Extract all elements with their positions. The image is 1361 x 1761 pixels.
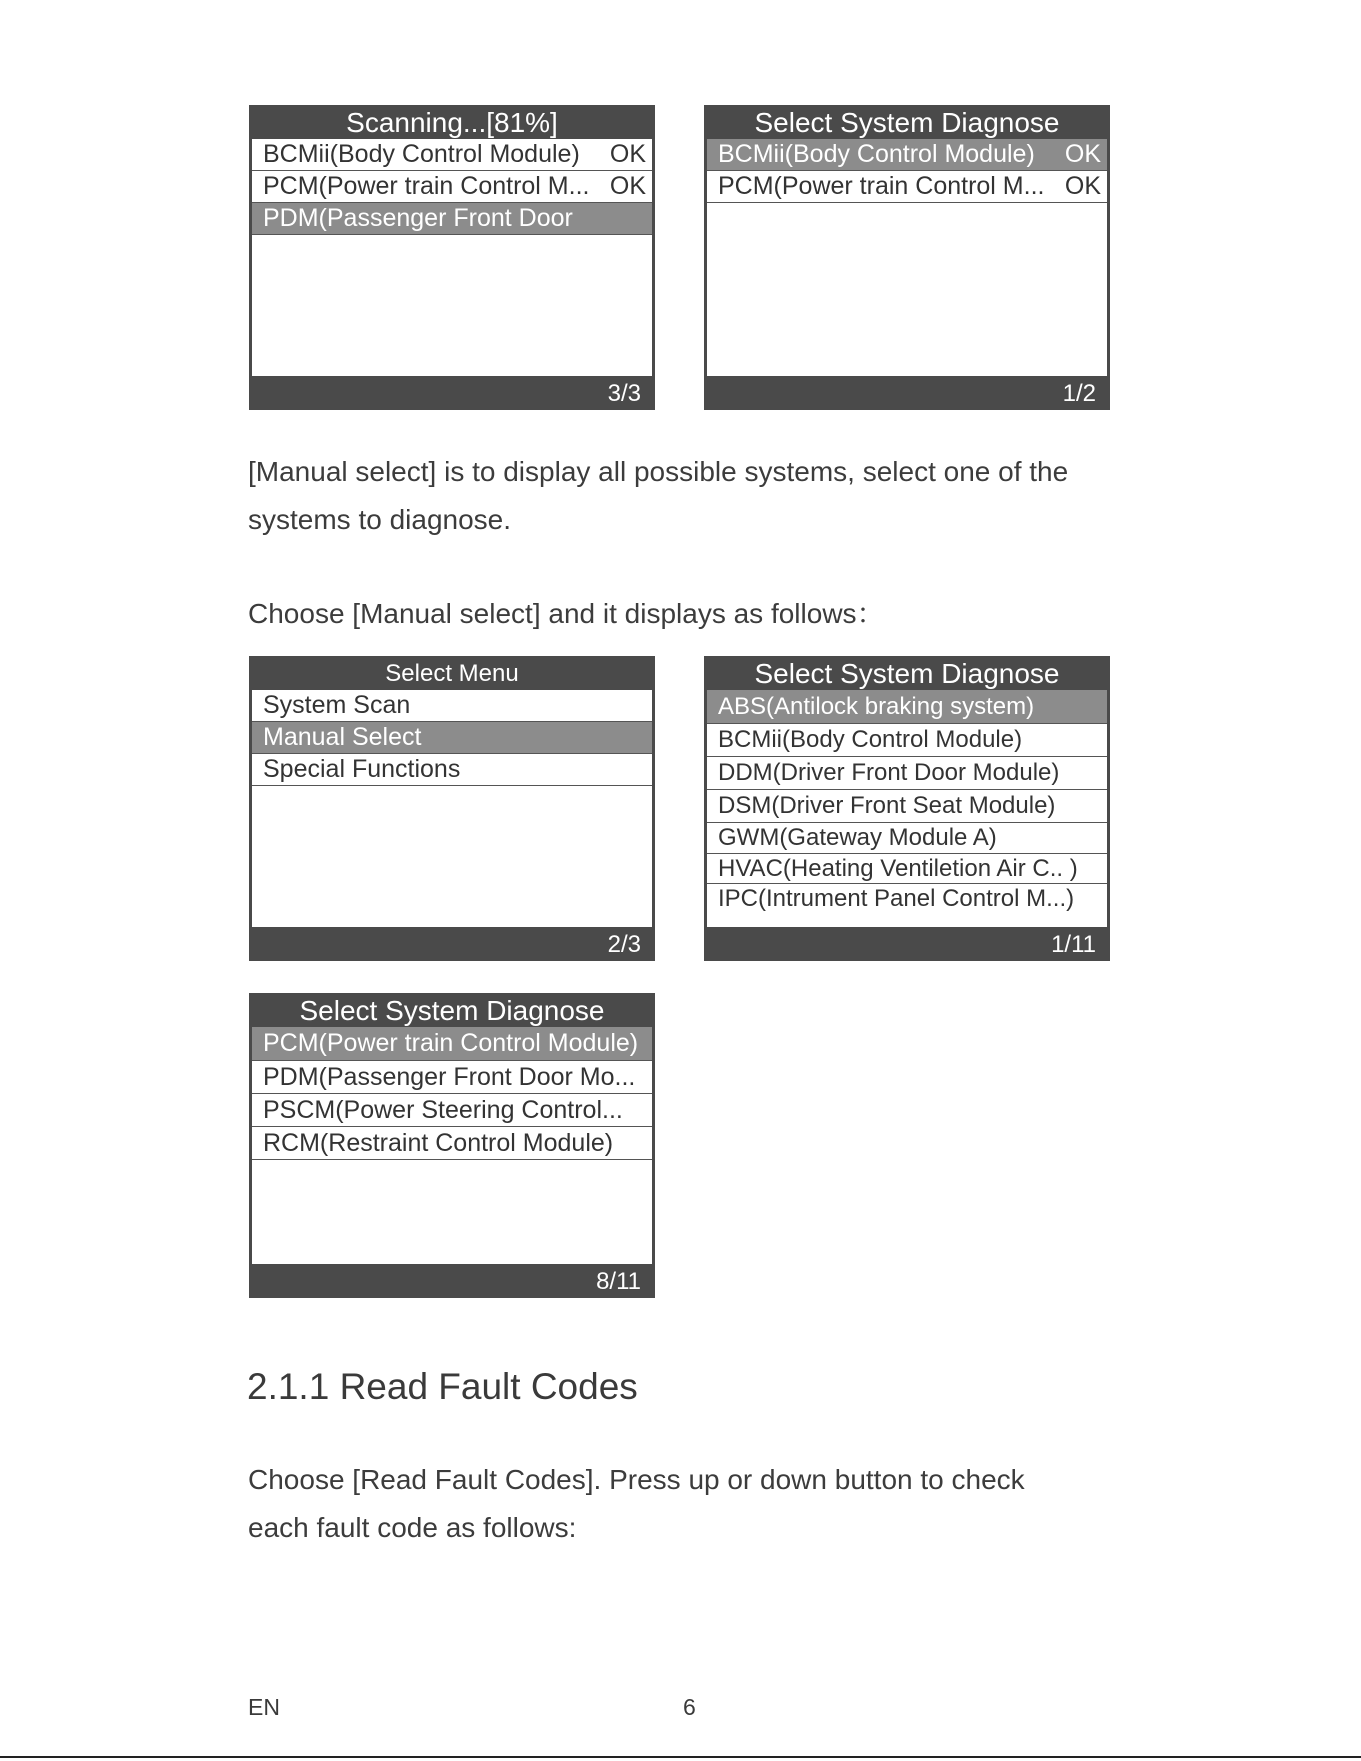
item-label: GWM(Gateway Module A) <box>718 824 997 851</box>
item-label: HVAC(Heating Ventiletion Air C.. ) <box>718 854 1078 882</box>
item-status: OK <box>1064 172 1101 200</box>
item-label: BCMii(Body Control Module) <box>718 726 1023 753</box>
item-label: Manual Select <box>263 723 422 751</box>
text-line: each fault code as follows: <box>248 1512 577 1543</box>
screen-title: Select System Diagnose <box>299 995 605 1026</box>
item-status: OK <box>609 172 646 200</box>
item-label: Special Functions <box>263 755 461 783</box>
list-item-selected[interactable] <box>252 203 652 235</box>
item-label: IPC(Intrument Panel Control M...) <box>718 885 1075 912</box>
item-label: BCMii(Body Control Module) <box>718 140 1035 168</box>
choose-manual-text: Choose [Manual select] and it displays as follows： <box>248 598 885 629</box>
screen-title: Select Menu <box>385 660 519 687</box>
list-item[interactable] <box>707 884 1107 914</box>
text-line: Choose [Read Fault Codes]. Press up or down button to check <box>248 1464 1025 1495</box>
bottom-divider <box>0 1756 1361 1758</box>
item-label: PCM(Power train Control M... <box>263 172 590 200</box>
screen-list <box>252 690 652 927</box>
screen-title: Select System Diagnose <box>754 658 1060 689</box>
text-line: [Manual select] is to display all possible systems, select one of the <box>248 456 1069 487</box>
text-line: systems to diagnose. <box>248 504 512 535</box>
list-item[interactable] <box>707 854 1107 884</box>
section-heading: 2.1.1 Read Fault Codes <box>247 1366 638 1407</box>
screen-list <box>707 139 1107 376</box>
footer-language: EN <box>248 1694 280 1720</box>
item-label: DDM(Driver Front Door Module) <box>718 759 1060 786</box>
item-label: DSM(Driver Front Seat Module) <box>718 792 1056 819</box>
screen-title: Scanning...[81%] <box>346 107 558 138</box>
page-indicator: 1/11 <box>1051 931 1096 958</box>
page-indicator: 3/3 <box>607 380 641 407</box>
list-item-selected[interactable] <box>252 1027 652 1061</box>
list-item[interactable] <box>252 139 652 171</box>
item-status: OK <box>609 140 646 168</box>
scanning-screen <box>249 105 655 410</box>
manual-select-description <box>248 448 1068 544</box>
menu-item-system-scan[interactable] <box>252 690 652 722</box>
menu-item-special-functions[interactable] <box>252 754 652 786</box>
page-indicator: 8/11 <box>596 1268 641 1295</box>
list-item[interactable] <box>252 1127 652 1160</box>
page-indicator: 1/2 <box>1062 380 1096 407</box>
list-item[interactable] <box>707 823 1107 854</box>
list-item-selected[interactable] <box>707 690 1107 724</box>
item-label: PDM(Passenger Front Door <box>263 204 573 232</box>
item-label: PSCM(Power Steering Control... <box>263 1095 623 1124</box>
list-item[interactable] <box>707 757 1107 790</box>
list-item[interactable] <box>707 171 1107 203</box>
item-label: PDM(Passenger Front Door Mo... <box>263 1062 636 1091</box>
menu-item-manual-select[interactable] <box>252 722 652 754</box>
item-label: PCM(Power train Control Module) <box>263 1029 639 1057</box>
screen-list <box>252 1027 652 1264</box>
list-item[interactable] <box>252 1094 652 1127</box>
item-status: OK <box>1064 140 1101 168</box>
item-label: System Scan <box>263 691 411 719</box>
select-menu-screen <box>249 656 655 961</box>
item-label: PCM(Power train Control M... <box>718 172 1045 200</box>
list-item-selected[interactable] <box>707 139 1107 171</box>
read-fault-codes-description <box>248 1456 1025 1552</box>
screen-list <box>707 690 1107 927</box>
screen-title: Select System Diagnose <box>754 107 1060 138</box>
select-system-screen <box>704 656 1110 961</box>
item-label: RCM(Restraint Control Module) <box>263 1128 614 1157</box>
item-label: BCMii(Body Control Module) <box>263 140 580 168</box>
list-item[interactable] <box>707 790 1107 823</box>
list-item[interactable] <box>252 171 652 203</box>
page-indicator: 2/3 <box>607 931 641 958</box>
select-system-screen <box>249 993 655 1298</box>
screen-list <box>252 139 652 376</box>
item-label: ABS(Antilock braking system) <box>718 692 1035 720</box>
select-system-screen <box>704 105 1110 410</box>
list-item[interactable] <box>252 1061 652 1094</box>
footer-page-number: 6 <box>683 1694 696 1720</box>
list-item[interactable] <box>707 724 1107 757</box>
